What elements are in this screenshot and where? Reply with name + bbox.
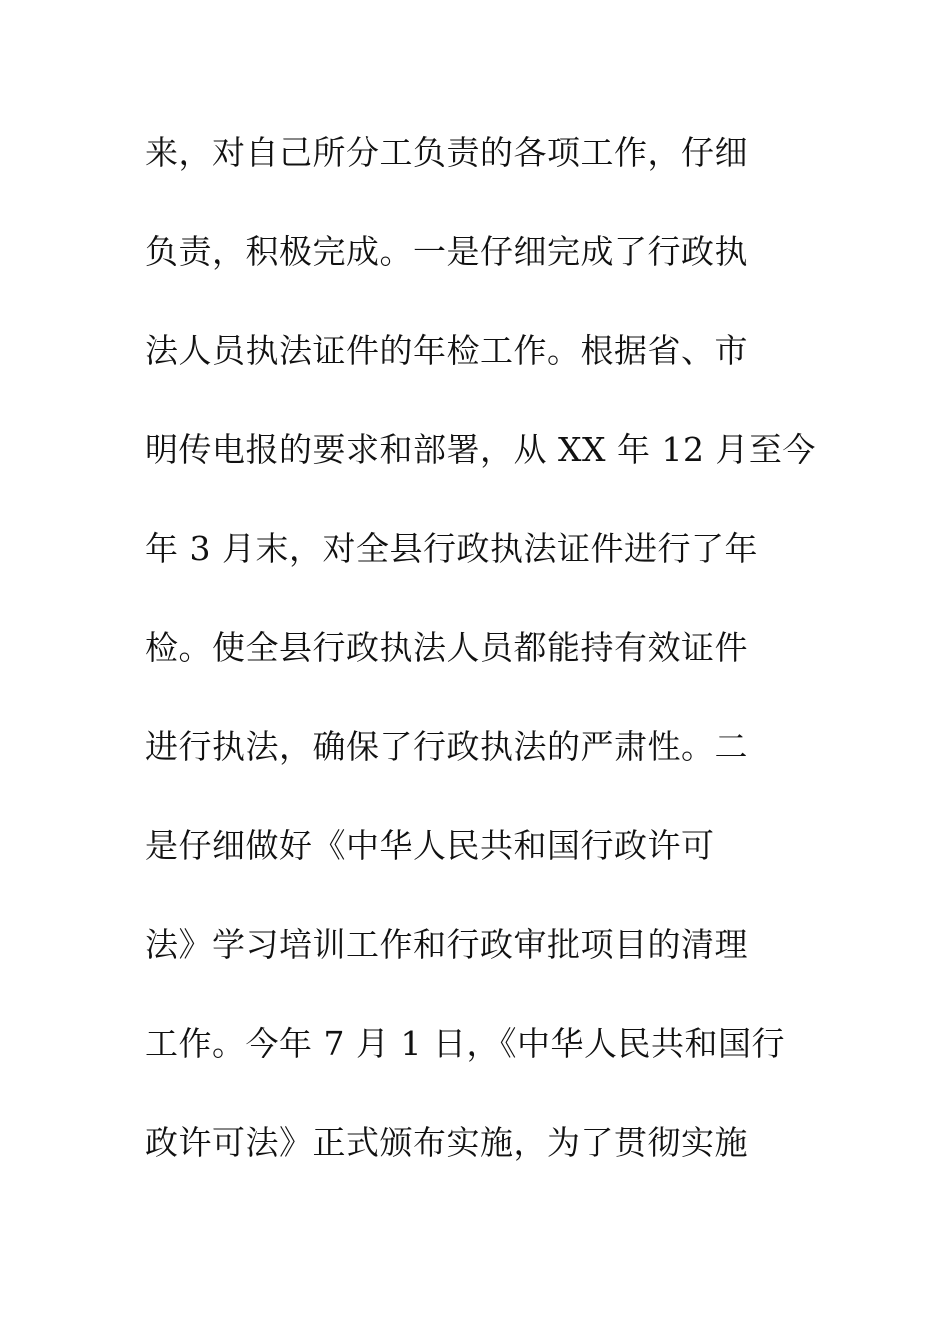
text-line: 法》学习培训工作和行政审批项目的清理 — [145, 925, 748, 964]
body-text — [145, 122, 825, 1211]
text-line: 负责，积极完成。一是仔细完成了行政执 — [145, 232, 748, 271]
text-line: 明传电报的要求和部署，从 XX 年 12 月至今 — [145, 430, 816, 469]
text-line: 来，对自己所分工负责的各项工作，仔细 — [145, 133, 748, 172]
text-line: 是仔细做好《中华人民共和国行政许可 — [145, 826, 715, 865]
text-line: 进行执法，确保了行政执法的严肃性。二 — [145, 727, 748, 766]
text-line: 法人员执法证件的年检工作。根据省、市 — [145, 331, 748, 370]
text-line: 年 3 月末，对全县行政执法证件进行了年 — [145, 529, 758, 568]
text-line: 政许可法》正式颁布实施，为了贯彻实施 — [145, 1123, 748, 1162]
text-line: 检。使全县行政执法人员都能持有效证件 — [145, 628, 748, 667]
text-line: 工作。今年 7 月 1 日，《中华人民共和国行 — [145, 1024, 785, 1063]
